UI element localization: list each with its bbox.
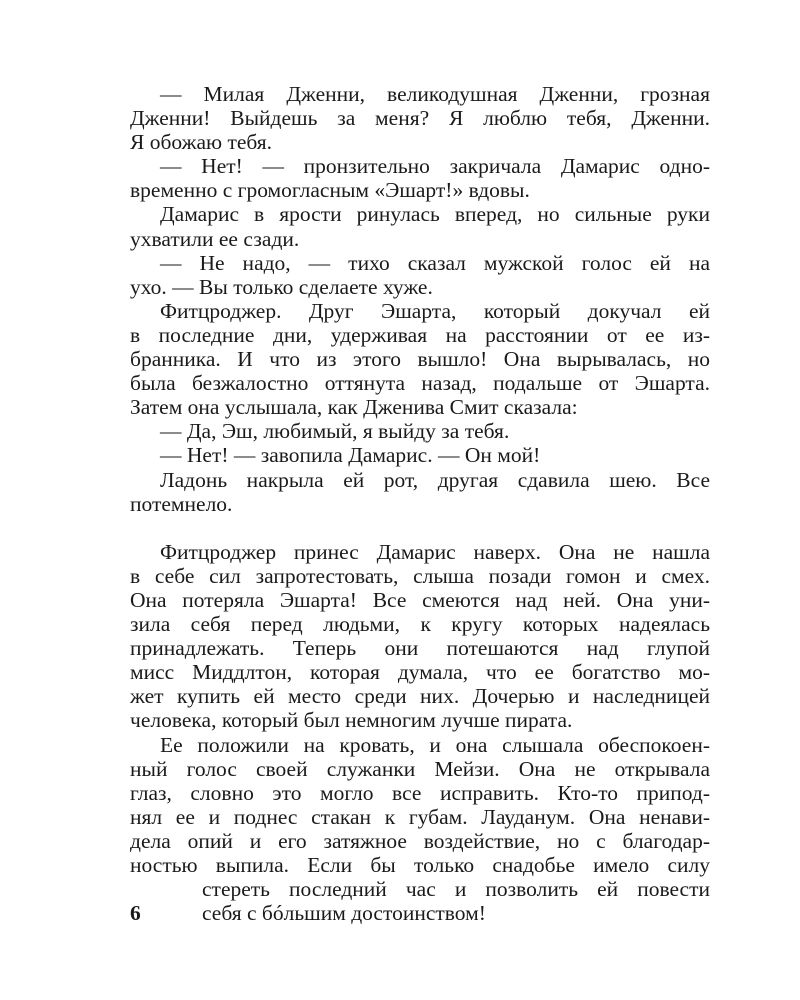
section-break [130,516,710,540]
text-line: ный голос своей служанки Мейзи. Она не открывала [130,756,710,781]
text-line: Ее положили на кровать, и она слышала обеспокоен- [160,732,710,757]
text-line: Дженни! Выйдешь за меня? Я люблю тебя, Дженни. [130,106,710,131]
text-line: мисс Миддлтон, которая думала, что ее богатство мо- [130,660,710,685]
text-line: в последние дни, удерживая на расстоянии от ее из- [130,322,710,347]
text-line: жет купить ей место среди них. Дочерью и наследницей [130,684,710,709]
text-line: ухо. — Вы только сделаете хуже. [130,274,433,299]
text-line: зила себя перед людьми, к кругу которых надеялась [130,612,710,637]
page-number: 6 [130,901,141,926]
text-line: глаз, словно это могло все исправить. Кто-то припод- [130,780,710,805]
text-line: была безжалостно оттянута назад, подальше от Эшарта. [130,371,710,396]
text-line: — Не надо, — тихо сказал мужской голос ей на [160,250,710,275]
text-line: Фитцроджер. Друг Эшарта, который докучал ей [160,298,710,323]
text-line: в себе сил запротестовать, слыша позади гомон и смех. [130,563,710,588]
text-line: Ладонь накрыла ей рот, другая сдавила шею. Все [160,467,710,492]
text-line: стереть последний час и позволить ей повести [202,877,710,902]
text-line: — Нет! — завопила Дамарис. — Он мой! [160,443,541,468]
text-line: дела опий и его затяжное воздействие, но с благодар- [130,828,710,853]
text-line: Я обожаю тебя. [130,130,273,155]
text-line: ухватили ее сзади. [130,226,300,251]
text-line: — Да, Эш, любимый, я выйду за тебя. [160,419,510,444]
text-line: ностью выпила. Если бы только снадобье имело силу [130,853,710,877]
text-line: потемнело. [130,491,233,516]
text-line: себя с бóльшим достоинством! [202,901,486,926]
text-line: Дамарис в ярости ринулась вперед, но сильные руки [160,202,710,227]
text-column [130,82,710,925]
text-line: — Нет! — пронзительно закричала Дамарис одно- [160,154,710,179]
text-line: человека, который был немногим лучше пирата. [130,708,573,733]
text-line: Затем она услышала, как Дженива Смит сказала: [130,395,578,420]
text-line: Фитцроджер принес Дамарис наверх. Она не нашла [160,539,710,564]
text-line: — Милая Дженни, великодушная Дженни, грозная [160,82,710,106]
text-line: временно с громогласным «Эшарт!» вдовы. [130,178,530,203]
text-line: принадлежать. Теперь они потешаются над глупой [130,636,710,661]
text-line: нял ее и поднес стакан к губам. Лауданум. Она ненави- [130,804,710,829]
text-line: Она потеряла Эшарта! Все смеются над ней. Она уни- [130,587,710,612]
text-line: бранника. И что из этого вышло! Она вырывалась, но [130,347,710,372]
page-footer [130,877,710,925]
